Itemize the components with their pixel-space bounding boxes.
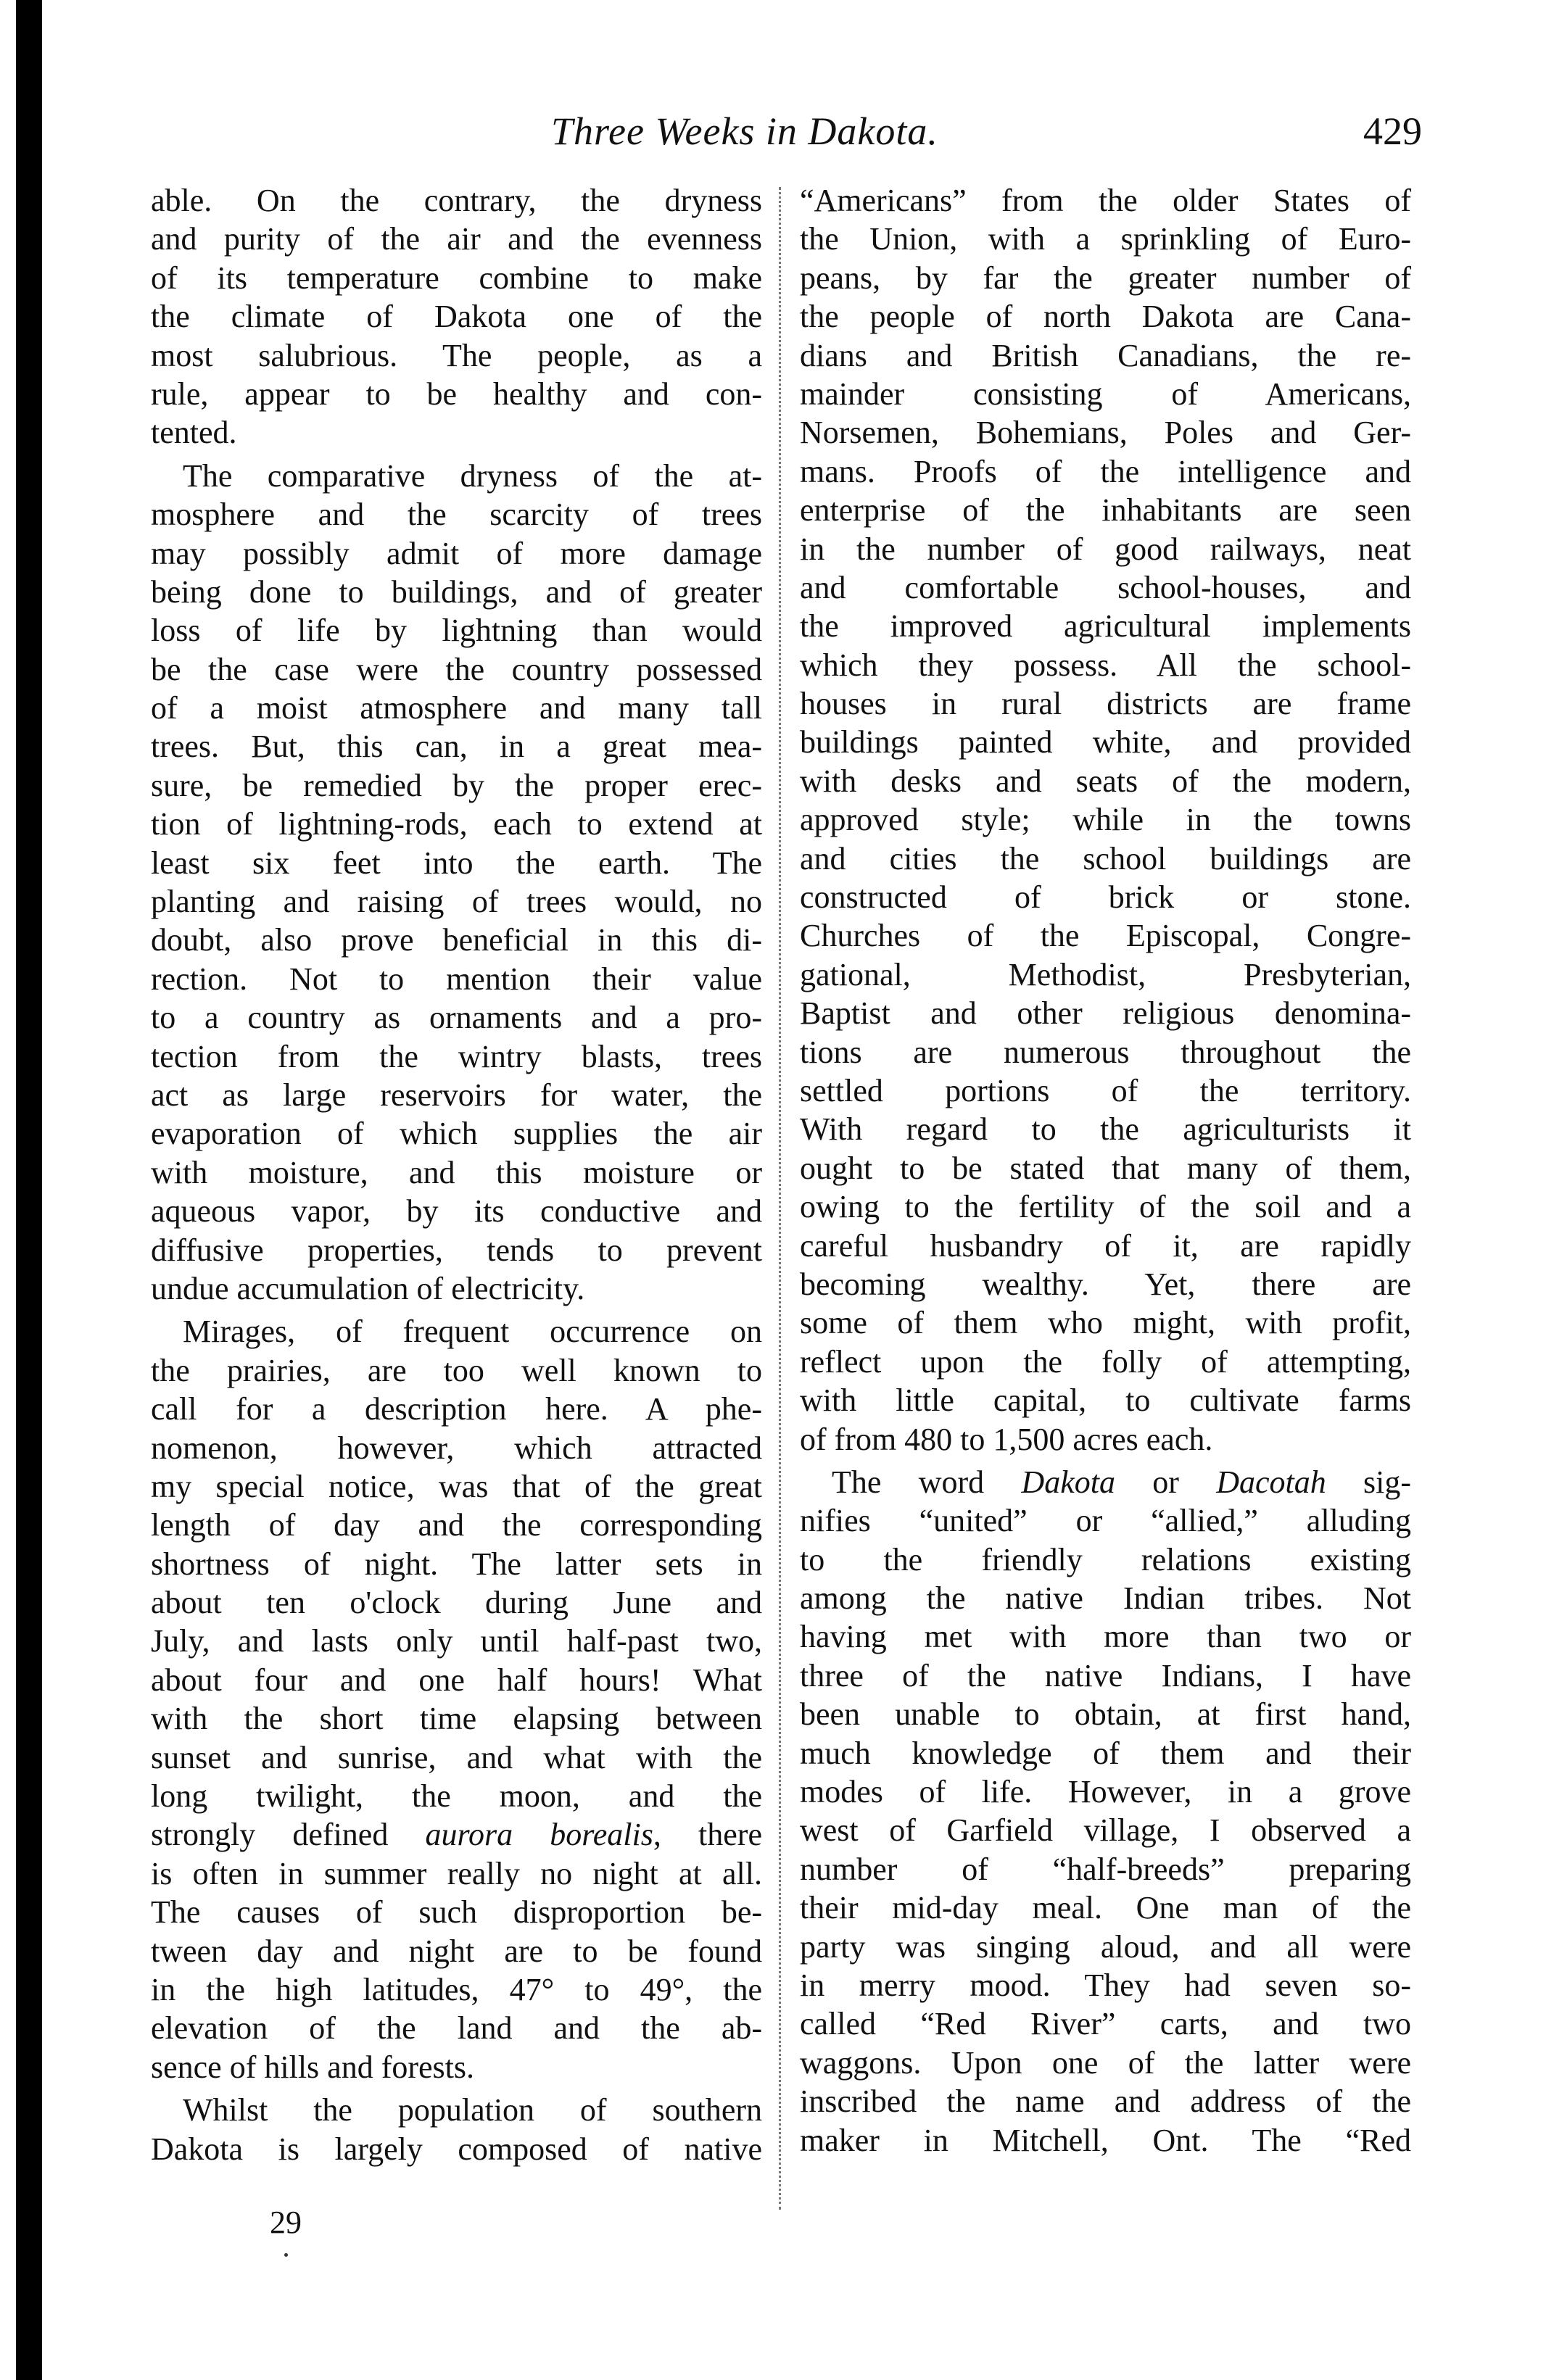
text-run: evaporation of which supplies the air xyxy=(151,1116,762,1152)
text-run: the prairies, are too well known to xyxy=(151,1352,762,1388)
text-line xyxy=(151,960,762,998)
text-run: tented. xyxy=(151,415,237,451)
text-run: diffusive properties, tends to prevent xyxy=(151,1232,762,1268)
text-line xyxy=(151,844,762,882)
text-line xyxy=(151,336,762,375)
text-line xyxy=(800,1734,1411,1772)
text-run: of a moist atmosphere and many tall xyxy=(151,690,762,726)
text-run: the people of north Dakota are Cana- xyxy=(800,299,1411,335)
text-line xyxy=(151,1545,762,1583)
text-run: Whilst the population of southern xyxy=(183,2092,762,2128)
text-line xyxy=(800,1227,1411,1265)
text-run: in merry mood. They had seven so- xyxy=(800,1967,1411,2003)
text-run: about four and one half hours! What xyxy=(151,1662,762,1698)
text-run: and comfortable school-houses, and xyxy=(800,569,1411,605)
left-text-column xyxy=(151,181,762,2168)
text-line xyxy=(800,916,1411,955)
text-run: becoming wealthy. Yet, there are xyxy=(800,1266,1411,1302)
text-run: trees. But, this can, in a great mea- xyxy=(151,729,762,765)
text-line xyxy=(800,646,1411,684)
text-line xyxy=(800,1187,1411,1226)
text-line xyxy=(800,607,1411,645)
text-run: may possibly admit of more damage xyxy=(151,535,762,571)
text-run: dians and British Canadians, the re- xyxy=(800,337,1411,373)
text-line xyxy=(151,2130,762,2168)
text-line xyxy=(151,573,762,611)
signature-dot xyxy=(284,2253,288,2257)
text-line xyxy=(800,1966,1411,2004)
text-line xyxy=(800,2044,1411,2082)
text-run: peans, by far the greater number of xyxy=(800,260,1411,296)
text-run: with moisture, and this moisture or xyxy=(151,1154,762,1190)
text-run: of its temperature combine to make xyxy=(151,260,762,296)
text-line xyxy=(800,413,1411,452)
text-line xyxy=(151,181,762,220)
text-run: and cities the school buildings are xyxy=(800,840,1411,876)
text-run: sure, be remedied by the proper erec- xyxy=(151,767,762,803)
text-line xyxy=(800,1888,1411,1927)
signature-mark: 29 xyxy=(270,2205,302,2240)
text-line xyxy=(800,1579,1411,1617)
text-run: be the case were the country possessed xyxy=(151,651,762,687)
text-line xyxy=(800,1265,1411,1303)
text-run: shortness of night. The latter sets in xyxy=(151,1546,762,1582)
text-line xyxy=(800,723,1411,761)
text-line xyxy=(151,650,762,689)
text-run: Baptist and other religious denomina- xyxy=(800,995,1411,1032)
text-line xyxy=(800,994,1411,1032)
text-run: most salubrious. The people, as a xyxy=(151,337,762,373)
text-line xyxy=(151,297,762,336)
text-run: loss of life by lightning than would xyxy=(151,613,762,649)
text-line xyxy=(151,611,762,650)
text-run: buildings painted white, and provided xyxy=(800,724,1411,760)
text-run: The word xyxy=(832,1464,1022,1500)
text-line xyxy=(151,457,762,495)
text-run: length of day and the corresponding xyxy=(151,1507,762,1543)
text-line xyxy=(800,2082,1411,2120)
text-line xyxy=(151,259,762,297)
text-run: least six feet into the earth. The xyxy=(151,845,762,881)
text-run: some of them who might, with profit, xyxy=(800,1305,1411,1341)
text-line xyxy=(151,1506,762,1544)
text-line xyxy=(151,766,762,805)
text-run: maker in Mitchell, Ont. The “Red xyxy=(800,2122,1411,2158)
text-run: With regard to the agriculturists it xyxy=(800,1111,1411,1148)
text-run: being done to buildings, and of greater xyxy=(151,573,762,610)
text-line xyxy=(151,534,762,573)
text-run: mosphere and the scarcity of trees xyxy=(151,497,762,533)
text-run: sence of hills and forests. xyxy=(151,2049,474,2085)
text-line xyxy=(800,1501,1411,1540)
text-line xyxy=(800,1541,1411,1579)
text-line xyxy=(800,259,1411,297)
text-line xyxy=(151,1622,762,1660)
text-line xyxy=(151,1777,762,1815)
italic-text: Dacotah xyxy=(1216,1464,1326,1500)
text-line xyxy=(800,1420,1411,1459)
page-number: 429 xyxy=(1363,109,1422,153)
text-run: Dakota is largely composed of native xyxy=(151,2131,762,2167)
text-line xyxy=(151,1037,762,1076)
text-run: tection from the wintry blasts, trees xyxy=(151,1038,762,1074)
text-line xyxy=(151,1738,762,1777)
text-run: Norsemen, Bohemians, Poles and Ger- xyxy=(800,415,1411,451)
text-run: ought to be stated that many of them, xyxy=(800,1150,1411,1186)
text-line xyxy=(800,181,1411,220)
text-line xyxy=(800,1071,1411,1110)
text-line xyxy=(800,336,1411,375)
text-line xyxy=(151,1076,762,1114)
text-run: tion of lightning-rods, each to extend at xyxy=(151,806,762,842)
text-run: about ten o'clock during June and xyxy=(151,1585,762,1621)
text-run: been unable to obtain, at first hand, xyxy=(800,1696,1411,1733)
text-line xyxy=(800,1928,1411,1966)
text-run: the Union, with a sprinkling of Euro- xyxy=(800,221,1411,257)
text-run: rule, appear to be healthy and con- xyxy=(151,376,762,412)
text-line xyxy=(151,1351,762,1390)
italic-text: aurora borealis xyxy=(425,1817,653,1853)
text-run: with desks and seats of the modern, xyxy=(800,763,1411,799)
text-run: of from 480 to 1,500 acres each. xyxy=(800,1421,1213,1457)
text-line xyxy=(800,1657,1411,1695)
text-run: reflect upon the folly of attempting, xyxy=(800,1343,1411,1380)
text-line xyxy=(800,1463,1411,1501)
text-run: July, and lasts only until half-past two, xyxy=(151,1623,762,1659)
text-line xyxy=(800,684,1411,723)
text-line xyxy=(800,762,1411,800)
text-run: settled portions of the territory. xyxy=(800,1072,1411,1108)
text-run: “Americans” from the older States of xyxy=(800,183,1411,218)
text-line xyxy=(151,1854,762,1893)
text-line xyxy=(151,1467,762,1506)
text-run: among the native Indian tribes. Not xyxy=(800,1580,1411,1617)
text-run: rection. Not to mention their value xyxy=(151,961,762,997)
text-line xyxy=(151,1269,762,1308)
text-run: enterprise of the inhabitants are seen xyxy=(800,492,1411,528)
text-line xyxy=(151,2091,762,2129)
text-line xyxy=(151,1893,762,1931)
text-run: with little capital, to cultivate farms xyxy=(800,1382,1411,1419)
text-run: , there xyxy=(653,1817,762,1853)
text-run: approved style; while in the towns xyxy=(800,802,1411,838)
text-run: sunset and sunrise, and what with the xyxy=(151,1739,762,1775)
text-run: having met with more than two or xyxy=(800,1619,1411,1655)
text-run: Churches of the Episcopal, Congre- xyxy=(800,918,1411,954)
text-run: nifies “united” or “allied,” alluding xyxy=(800,1503,1411,1539)
text-run: tions are numerous throughout the xyxy=(800,1034,1411,1070)
text-line xyxy=(151,220,762,258)
text-run: the improved agricultural implements xyxy=(800,608,1411,644)
text-run: aqueous vapor, by its conductive and xyxy=(151,1193,762,1230)
text-run: three of the native Indians, I have xyxy=(800,1657,1411,1693)
text-run: tween day and night are to be found xyxy=(151,1933,762,1969)
text-line xyxy=(800,491,1411,529)
text-line xyxy=(151,2009,762,2047)
text-run: west of Garfield village, I observed a xyxy=(800,1812,1411,1849)
text-line xyxy=(151,1192,762,1230)
text-run: nomenon, however, which attracted xyxy=(151,1430,762,1466)
text-line xyxy=(800,1772,1411,1811)
text-run: modes of life. However, in a grove xyxy=(800,1774,1411,1810)
text-line xyxy=(151,998,762,1037)
text-run: long twilight, the moon, and the xyxy=(151,1778,762,1815)
text-line xyxy=(151,375,762,413)
text-line xyxy=(151,689,762,727)
text-run: call for a description here. A phe- xyxy=(151,1391,762,1427)
text-line xyxy=(800,1343,1411,1381)
text-line xyxy=(800,530,1411,568)
text-line xyxy=(800,1303,1411,1342)
text-run: number of “half-breeds” preparing xyxy=(800,1851,1411,1887)
text-run: able. On the contrary, the dryness xyxy=(151,183,762,218)
text-run: party was singing aloud, and all were xyxy=(800,1928,1411,1965)
text-run: called “Red River” carts, and two xyxy=(800,2006,1411,2042)
text-line xyxy=(151,2048,762,2086)
text-line xyxy=(800,220,1411,258)
text-line xyxy=(800,1695,1411,1733)
running-header xyxy=(0,109,1546,159)
text-line xyxy=(800,800,1411,839)
text-run: owing to the fertility of the soil and a xyxy=(800,1189,1411,1225)
text-run: constructed of brick or stone. xyxy=(800,879,1411,916)
text-line xyxy=(151,805,762,843)
text-line xyxy=(151,1970,762,2009)
text-run: or xyxy=(1115,1464,1217,1500)
text-run: strongly defined xyxy=(151,1817,426,1853)
text-run: much knowledge of them and their xyxy=(800,1735,1411,1771)
text-line xyxy=(151,1153,762,1192)
text-run: mans. Proofs of the intelligence and xyxy=(800,453,1411,489)
text-run: with the short time elapsing between xyxy=(151,1701,762,1737)
text-line xyxy=(151,1661,762,1699)
text-run: mainder consisting of Americans, xyxy=(800,376,1411,412)
text-run: elevation of the land and the ab- xyxy=(151,2010,762,2047)
text-run: planting and raising of trees would, no xyxy=(151,884,762,920)
text-run: and purity of the air and the evenness xyxy=(151,221,762,257)
text-line xyxy=(151,882,762,921)
text-line xyxy=(151,1114,762,1153)
text-line xyxy=(800,1850,1411,1888)
text-run: my special notice, was that of the great xyxy=(151,1468,762,1504)
text-line xyxy=(800,1033,1411,1071)
text-run: sig- xyxy=(1326,1464,1412,1500)
text-line xyxy=(800,1617,1411,1656)
text-line xyxy=(151,921,762,959)
text-line xyxy=(151,495,762,534)
text-line xyxy=(800,2121,1411,2160)
text-run: inscribed the name and address of the xyxy=(800,2083,1411,2120)
text-run: undue accumulation of electricity. xyxy=(151,1270,585,1306)
text-line xyxy=(800,1381,1411,1419)
scan-edge-bar xyxy=(16,0,42,2380)
text-run: houses in rural districts are frame xyxy=(800,686,1411,722)
text-line xyxy=(151,1583,762,1622)
text-run: in the high latitudes, 47° to 49°, the xyxy=(151,1971,762,2007)
text-run: doubt, also prove beneficial in this di- xyxy=(151,922,762,958)
text-line xyxy=(800,452,1411,491)
text-line xyxy=(151,1390,762,1428)
text-run: the climate of Dakota one of the xyxy=(151,299,762,335)
text-run: which they possess. All the school- xyxy=(800,647,1411,683)
text-line xyxy=(800,955,1411,994)
text-run: to the friendly relations existing xyxy=(800,1541,1411,1577)
text-line xyxy=(800,1110,1411,1148)
text-line xyxy=(800,1811,1411,1849)
text-line xyxy=(800,2004,1411,2043)
text-run: careful husbandry of it, are rapidly xyxy=(800,1227,1411,1264)
text-line xyxy=(800,297,1411,336)
running-title: Three Weeks in Dakota. xyxy=(551,109,938,153)
text-run: gational, Methodist, Presbyterian, xyxy=(800,956,1411,992)
text-run: The comparative dryness of the at- xyxy=(183,457,762,494)
italic-text: Dakota xyxy=(1021,1464,1115,1500)
text-run: waggons. Upon one of the latter were xyxy=(800,2044,1411,2081)
text-line xyxy=(151,1231,762,1269)
text-line xyxy=(800,1149,1411,1187)
text-line xyxy=(800,839,1411,878)
text-line xyxy=(151,1699,762,1738)
text-line xyxy=(151,1429,762,1467)
text-run: to a country as ornaments and a pro- xyxy=(151,1000,762,1036)
text-run: in the number of good railways, neat xyxy=(800,531,1411,567)
text-line xyxy=(151,1312,762,1351)
text-run: The causes of such disproportion be- xyxy=(151,1894,762,1931)
text-run: act as large reservoirs for water, the xyxy=(151,1077,762,1113)
text-run: Mirages, of frequent occurrence on xyxy=(183,1314,762,1350)
text-line xyxy=(800,375,1411,413)
text-line xyxy=(151,413,762,452)
text-line xyxy=(151,727,762,766)
text-line xyxy=(800,878,1411,916)
text-line xyxy=(151,1815,762,1854)
text-run: is often in summer really no night at all. xyxy=(151,1855,762,1891)
text-line xyxy=(800,568,1411,607)
column-divider xyxy=(779,187,781,2210)
right-text-column xyxy=(800,181,1411,2160)
text-run: their mid-day meal. One man of the xyxy=(800,1890,1411,1926)
text-line xyxy=(151,1932,762,1970)
